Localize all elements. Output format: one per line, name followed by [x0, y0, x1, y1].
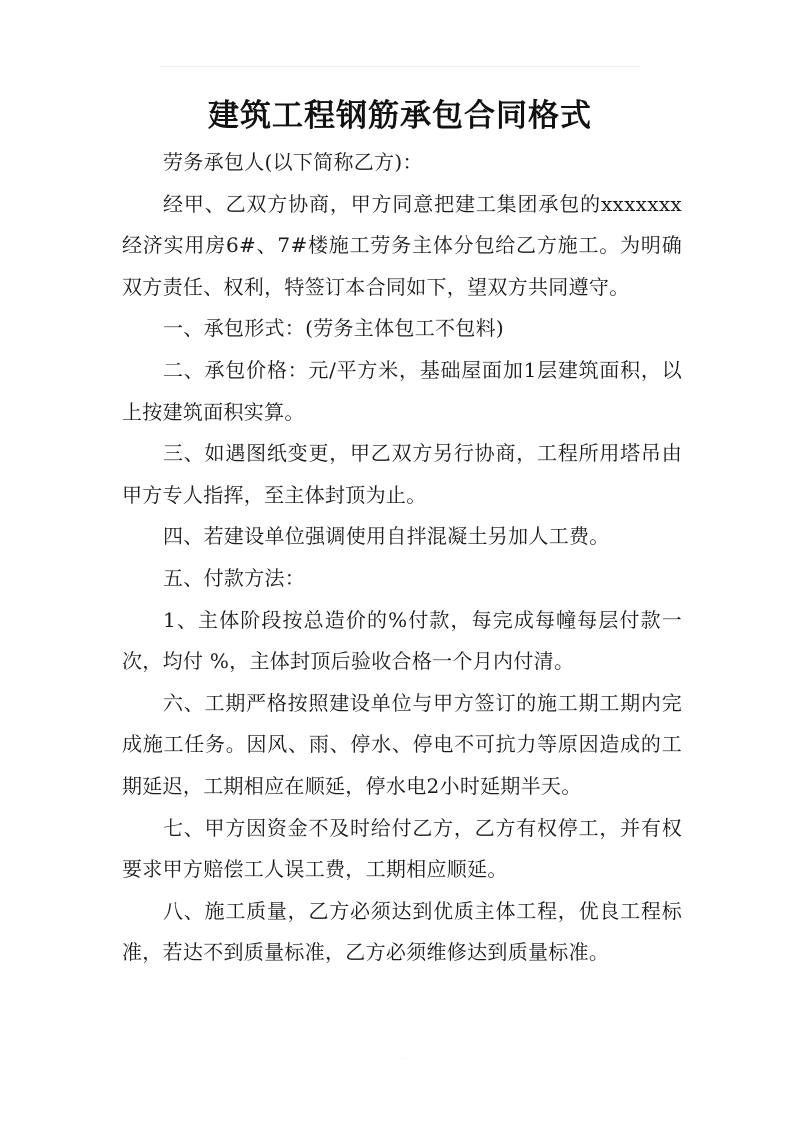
document-body [122, 142, 682, 974]
paragraph-payment-method: 五、付款方法： [163, 565, 306, 590]
paragraph-contract-form: 一、承包形式：(劳务主体包工不包料) [163, 316, 505, 341]
paragraph-concrete-labor: 四、若建设单位强调使用自拌混凝土另加人工费。 [163, 524, 610, 549]
paragraph-drawing-changes: 三、如遇图纸变更，甲乙双方另行协商，工程所用塔吊由甲方专人指挥，至主体封顶为止。 [122, 441, 682, 507]
paragraph-quality: 八、施工质量，乙方必须达到优质主体工程，优良工程标准，若达不到质量标准，乙方必须维修达到质量标准。 [122, 898, 682, 965]
paragraph-schedule: 六、工期严格按照建设单位与甲方签订的施工期工期内完成施工任务。因风、雨、停水、停电不可抗力等原因造成的工期延迟，工期相应在顺延，停水电2小时延期半天。 [122, 690, 682, 798]
header-rule [160, 66, 640, 67]
paragraph-funding-delay: 七、甲方因资金不及时给付乙方，乙方有权停工，并有权要求甲方赔偿工人误工费，工期相应顺延。 [122, 815, 682, 882]
document-title: 建筑工程钢筋承包合同格式 [208, 98, 592, 134]
footer-watermark: · · · · · [395, 1056, 413, 1063]
paragraph-contract-price: 二、承包价格：元/平方米，基础屋面加1层建筑面积，以上按建筑面积实算。 [122, 357, 682, 424]
paragraph-payment-item-1: 1、主体阶段按总造价的%付款，每完成每幢每层付款一次，均付 %，主体封顶后验收合格一个月内付清。 [122, 607, 682, 674]
paragraph-addressee: 劳务承包人(以下简称乙方)： [163, 150, 423, 174]
paragraph-preamble: 经甲、乙双方协商，甲方同意把建工集团承包的xxxxxxx经济实用房6#、7#楼施工劳务主体分包给乙方施工。为明确双方责任、权利，特签订本合同如下，望双方共同遵守。 [122, 191, 682, 299]
